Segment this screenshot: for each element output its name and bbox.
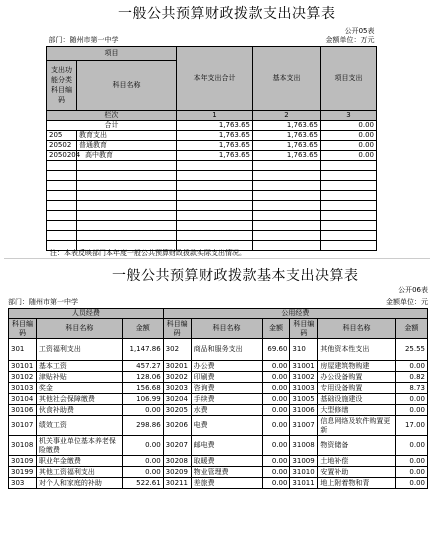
table-row	[9, 436, 428, 456]
cell-name: 物业管理费	[191, 467, 262, 478]
row-total: 1,763.65	[177, 130, 253, 140]
cell-amount: 0.00	[122, 405, 163, 416]
cell-amount: 0.82	[395, 372, 427, 383]
cell-code: 302	[163, 339, 191, 361]
seq-1: 1	[177, 110, 253, 120]
cell-amount: 0.00	[262, 394, 290, 405]
cell-code: 30204	[163, 394, 191, 405]
cell-code: 30199	[9, 467, 37, 478]
cell-amount: 298.86	[122, 416, 163, 436]
row-name: 普通教育	[77, 140, 177, 150]
cell-code: 30103	[9, 383, 37, 394]
cell-name: 邮电费	[191, 436, 262, 456]
page-one	[40, 0, 380, 262]
header-name: 科目名称	[77, 60, 177, 110]
row-basic: 1,763.65	[253, 140, 321, 150]
row-basic: 1,763.65	[253, 130, 321, 140]
cell-name: 安置补助	[318, 467, 395, 478]
cell-amount: 128.06	[122, 372, 163, 383]
cell-amount: 0.00	[395, 361, 427, 372]
cell-code: 30205	[163, 405, 191, 416]
cell-name: 基础设施建设	[318, 394, 395, 405]
cell-amount: 0.00	[262, 456, 290, 467]
cell-amount: 0.00	[395, 478, 427, 489]
cell-amount: 0.00	[262, 416, 290, 436]
cell-name: 津贴补贴	[36, 372, 122, 383]
h-name-1: 科目名称	[36, 319, 122, 339]
cell-amount: 0.00	[262, 372, 290, 383]
cell-amount: 0.00	[262, 467, 290, 478]
cell-name: 信息网络及软件购置更新	[318, 416, 395, 436]
row-basic: 1,763.65	[253, 120, 321, 130]
cell-amount: 0.00	[262, 478, 290, 489]
cell-amount: 0.00	[395, 467, 427, 478]
row-total: 1,763.65	[177, 120, 253, 130]
cell-name: 咨询费	[191, 383, 262, 394]
unit-label: 金额单位：万元	[325, 36, 375, 45]
group-public: 公用经费	[163, 309, 427, 319]
cell-code: 30209	[163, 467, 191, 478]
h-amount-1: 金额	[122, 319, 163, 339]
cell-name: 专用设备购置	[318, 383, 395, 394]
cell-amount: 457.27	[122, 361, 163, 372]
cell-amount: 0.00	[262, 383, 290, 394]
cell-code: 31001	[290, 361, 318, 372]
cell-name: 地上附着物和青	[318, 478, 395, 489]
cell-amount: 156.68	[122, 383, 163, 394]
group-person: 人员经费	[9, 309, 164, 319]
cell-code: 30206	[163, 416, 191, 436]
cell-amount: 1,147.86	[122, 339, 163, 361]
cell-name: 印刷费	[191, 372, 262, 383]
cell-name: 办公设备购置	[318, 372, 395, 383]
table-row	[9, 394, 428, 405]
cell-code: 30104	[9, 394, 37, 405]
row-total: 1,763.65	[177, 150, 253, 160]
row-name: 教育支出	[77, 130, 177, 140]
cell-name: 其他社会保障缴费	[36, 394, 122, 405]
unit-label-2: 金额单位：元	[386, 298, 428, 306]
row-code: 2050204	[47, 150, 77, 160]
cell-amount: 8.73	[395, 383, 427, 394]
cell-name: 机关事业单位基本养老保险缴费	[36, 436, 122, 456]
cell-code: 30102	[9, 372, 37, 383]
table-row	[9, 383, 428, 394]
table-row	[47, 130, 377, 140]
dept-label-2: 部门：	[8, 298, 29, 306]
cell-code: 30101	[9, 361, 37, 372]
cell-amount: 0.00	[395, 405, 427, 416]
table1-title: 一般公共预算财政拨款支出决算表	[118, 6, 336, 22]
row-seq-label: 栏次	[47, 110, 177, 120]
cell-amount: 0.00	[395, 394, 427, 405]
cell-name: 基本工资	[36, 361, 122, 372]
cell-code: 30201	[163, 361, 191, 372]
table-row	[9, 339, 428, 361]
row-project: 0.00	[321, 120, 377, 130]
cell-code: 30202	[163, 372, 191, 383]
header-total: 本年支出合计	[177, 46, 253, 110]
cell-code: 31005	[290, 394, 318, 405]
row-project: 0.00	[321, 130, 377, 140]
table2	[8, 308, 428, 489]
table2-title: 一般公共预算财政拨款基本支出决算表	[112, 268, 359, 284]
dept-label: 部门：	[48, 36, 70, 45]
cell-name: 大型修缮	[318, 405, 395, 416]
cell-code: 30207	[163, 436, 191, 456]
cell-amount: 522.61	[122, 478, 163, 489]
cell-name: 取暖费	[191, 456, 262, 467]
cell-name: 其他资本性支出	[318, 339, 395, 361]
table-row	[9, 416, 428, 436]
table-row	[9, 478, 428, 489]
cell-code: 30109	[9, 456, 37, 467]
cell-name: 工资福利支出	[36, 339, 122, 361]
cell-amount: 106.99	[122, 394, 163, 405]
form-number: 公开05表	[344, 26, 375, 35]
table-row	[47, 140, 377, 150]
cell-code: 30211	[163, 478, 191, 489]
cell-amount: 25.55	[395, 339, 427, 361]
table-row	[9, 467, 428, 478]
row-project: 0.00	[321, 150, 377, 160]
cell-name: 房屋建筑物购建	[318, 361, 395, 372]
cell-code: 30107	[9, 416, 37, 436]
cell-name: 奖金	[36, 383, 122, 394]
cell-code: 303	[9, 478, 37, 489]
cell-code: 31010	[290, 467, 318, 478]
row-name: 高中教育	[77, 150, 177, 160]
cell-amount: 0.00	[122, 456, 163, 467]
cell-code: 31002	[290, 372, 318, 383]
cell-code: 30108	[9, 436, 37, 456]
header-project: 项目支出	[321, 46, 377, 110]
row-project: 0.00	[321, 140, 377, 150]
dept-name: 随州市第一中学	[69, 36, 119, 45]
h-code-1: 科目编码	[9, 319, 37, 339]
cell-name: 手续费	[191, 394, 262, 405]
cell-code: 31008	[290, 436, 318, 456]
seq-3: 3	[321, 110, 377, 120]
cell-code: 31011	[290, 478, 318, 489]
row-code: 20502	[47, 140, 77, 150]
row-total: 1,763.65	[177, 140, 253, 150]
table-row	[47, 120, 377, 130]
cell-name: 其他工资福利支出	[36, 467, 122, 478]
dept-row	[47, 36, 253, 46]
cell-amount: 0.00	[262, 405, 290, 416]
cell-code: 310	[290, 339, 318, 361]
cell-name: 物资储备	[318, 436, 395, 456]
cell-name: 伙食补助费	[36, 405, 122, 416]
cell-name: 对个人和家庭的补助	[36, 478, 122, 489]
dept-row-2	[8, 297, 78, 307]
form-number-2: 公开06表	[398, 286, 428, 294]
cell-code: 301	[9, 339, 37, 361]
cell-code: 31007	[290, 416, 318, 436]
seq-2: 2	[253, 110, 321, 120]
h-name-3: 科目名称	[318, 319, 395, 339]
table-row	[9, 456, 428, 467]
header-item: 项目	[47, 46, 177, 60]
cell-name: 办公费	[191, 361, 262, 372]
h-name-2: 科目名称	[191, 319, 262, 339]
table1-note: 注：本表反映部门本年度一般公共预算财政拨款实际支出情况。	[50, 249, 246, 257]
row-code: 205	[47, 130, 77, 140]
cell-amount: 17.00	[395, 416, 427, 436]
cell-amount: 0.00	[262, 361, 290, 372]
row-name: 合计	[47, 120, 177, 130]
table-row	[9, 372, 428, 383]
h-amount-3: 金额	[395, 319, 427, 339]
cell-code: 31009	[290, 456, 318, 467]
h-code-2: 科目编码	[163, 319, 191, 339]
table-row	[47, 150, 377, 160]
cell-code: 30208	[163, 456, 191, 467]
cell-code: 31006	[290, 405, 318, 416]
cell-code: 31003	[290, 383, 318, 394]
cell-name: 职业年金缴费	[36, 456, 122, 467]
cell-name: 水费	[191, 405, 262, 416]
cell-name: 土地补偿	[318, 456, 395, 467]
cell-amount: 0.00	[395, 436, 427, 456]
cell-code: 30203	[163, 383, 191, 394]
table-row	[9, 405, 428, 416]
cell-amount: 69.60	[262, 339, 290, 361]
cell-name: 电费	[191, 416, 262, 436]
cell-name: 商品和服务支出	[191, 339, 262, 361]
cell-amount: 0.00	[122, 467, 163, 478]
dept-name-2: 随州市第一中学	[29, 298, 78, 306]
cell-name: 绩效工资	[36, 416, 122, 436]
cell-amount: 0.00	[262, 436, 290, 456]
cell-amount: 0.00	[395, 456, 427, 467]
page-two	[4, 258, 430, 551]
cell-name: 差旅费	[191, 478, 262, 489]
cell-amount: 0.00	[122, 436, 163, 456]
h-code-3: 科目编码	[290, 319, 318, 339]
header-basic: 基本支出	[253, 46, 321, 110]
table-row	[9, 361, 428, 372]
header-code: 支出功能分类科目编码	[47, 60, 77, 110]
table1	[46, 26, 377, 251]
h-amount-2: 金额	[262, 319, 290, 339]
cell-code: 30106	[9, 405, 37, 416]
row-basic: 1,763.65	[253, 150, 321, 160]
